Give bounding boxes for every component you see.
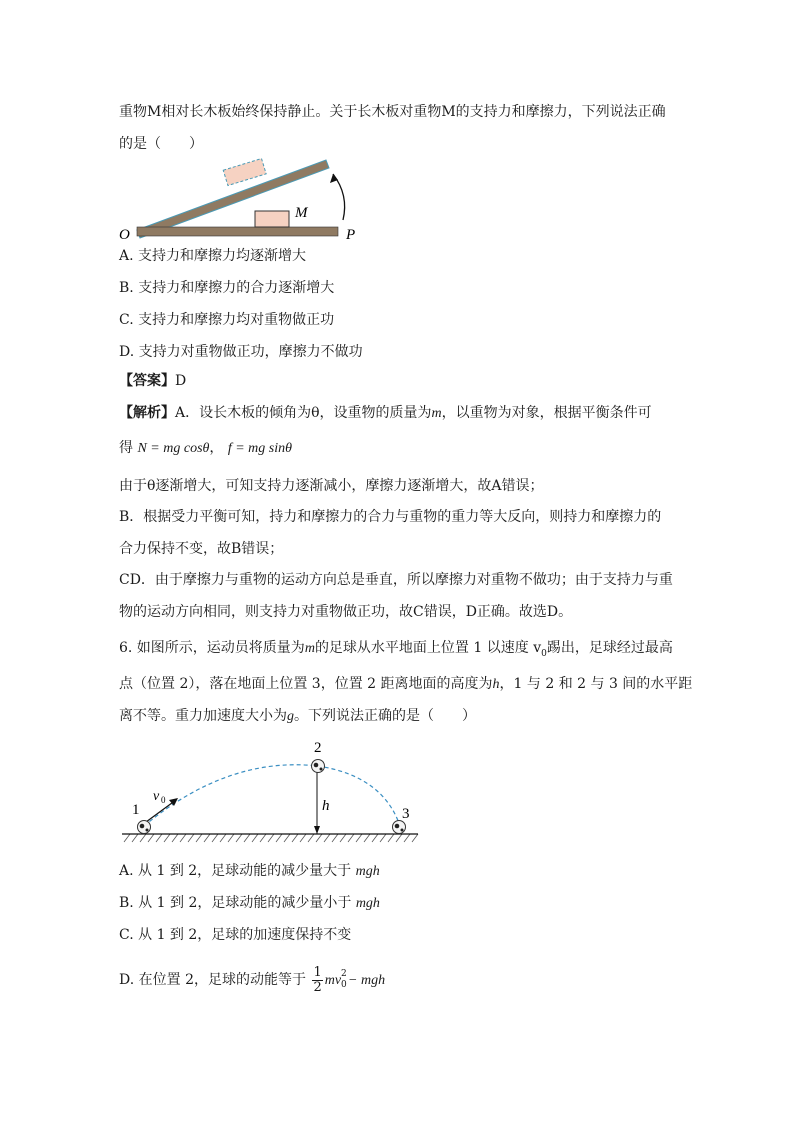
q6-line1-sub: 0 [541,648,547,659]
ball-position-1 [138,821,151,834]
analysis-a2-text: 得 [119,440,133,456]
formula-n: N = mg cosθ [137,441,210,456]
q6-option-a-mgh: mgh [355,864,380,879]
q6-line2-a: 点（位置 2），落在地面上位置 3，位置 2 距离地面的高度为 [119,676,493,692]
q6-line3-g: g [287,709,294,724]
q5-analysis-a2 [119,438,292,459]
q5-analysis-b2: 合力保持不变，故B错误； [119,541,284,557]
label-pos3: 3 [402,806,410,822]
label-h: h [322,798,330,814]
q6-option-b-text: B. 从 1 到 2，足球动能的减少量小于 [119,895,352,911]
label-o: O [119,227,130,243]
formula-end: − mgh [348,973,386,988]
q6-option-d [119,962,385,998]
label-pos1: 1 [132,802,140,818]
supsub [341,970,348,990]
q6-line1-a: 6. 如图所示，运动员将质量为 [119,640,305,656]
analysis-a1-end: ，以重物为对象，根据平衡条件可 [441,405,652,421]
q5-option-a: A. 支持力和摩擦力均逐渐增大 [119,248,307,264]
formula-sep: ， [209,440,224,456]
analysis-a1-text: A．设长木板的倾角为θ，设重物的质量为 [175,405,432,421]
q5-option-d: D. 支持力对重物做正功，摩擦力不做功 [119,344,363,360]
fraction-num: 1 [313,964,322,980]
q5-answer [119,371,186,391]
q5-analysis-a1 [119,403,652,424]
q5-option-c: C. 支持力和摩擦力均对重物做正功 [119,312,335,328]
fraction-den: 2 [313,979,322,995]
q6-option-a-text: A. 从 1 到 2，足球动能的减少量大于 [119,863,352,879]
q5-option-b: B. 支持力和摩擦力的合力逐渐增大 [119,280,335,296]
q6-option-d-text: D. 在位置 2，足球的动能等于 [119,972,306,988]
label-p: P [346,227,356,243]
answer-value: D [175,373,187,389]
q6-line2-h: h [492,677,500,692]
q5-analysis-cd1: CD．由于摩擦力与重物的运动方向总是垂直，所以摩擦力对重物不做功；由于支持力与重 [119,572,673,588]
ball-position-2 [312,760,325,773]
formula-mv: mv [324,973,342,988]
q5-analysis-a3: 由于θ逐渐增大，可知支持力逐渐减小，摩擦力逐渐增大，故A错误； [119,478,544,494]
q6-line3 [119,706,476,727]
q5-stem-line1: 重物M相对长木板始终保持静止。关于长木板对重物M的支持力和摩擦力，下列说法正确 [119,104,666,120]
q6-line1 [119,638,673,664]
height-arrowhead-icon [314,826,320,834]
formula-sub: 0 [341,980,347,990]
label-pos2: 2 [314,740,322,756]
q6-option-b-mgh: mgh [355,896,380,911]
fraction-half [312,966,322,995]
q6-line2 [119,674,692,695]
q6-line1-m: m [304,641,315,656]
label-v-sub: 0 [161,795,166,805]
label-v: v [153,789,160,804]
block-m [255,211,289,227]
trajectory-path [144,765,400,826]
ground-hatch [124,834,418,842]
q6-option-b [119,893,380,914]
ball-position-3 [393,821,406,834]
q5-analysis-cd2: 物的运动方向相同，则支持力对重物做正功，故C错误，D正确。故选D。 [119,604,573,620]
q6-line2-b: ，1 与 2 和 2 与 3 间的水平距 [499,676,693,692]
projectile-figure [118,736,423,848]
answer-tag: 【答案】 [119,373,175,389]
analysis-tag: 【解析】 [119,405,175,421]
formula-f: f = mg sinθ [227,441,293,456]
q5-analysis-b1: B．根据受力平衡可知，持力和摩擦力的合力与重物的重力等大反向，则持力和摩擦力的 [119,509,662,525]
formula-sup: 2 [341,969,347,979]
q5-stem-line2: 的是（ ） [119,136,203,152]
ghost-block [223,159,266,186]
analysis-a1-var: m [431,406,442,421]
q6-line1-b: 的足球从水平地面上位置 1 以速度 v [314,640,542,656]
q6-line1-c: 踢出，足球经过最高 [546,640,673,656]
q6-option-a [119,861,380,882]
horizontal-board [137,227,338,236]
q6-option-c: C. 从 1 到 2，足球的加速度保持不变 [119,927,352,943]
incline-figure [115,150,375,245]
label-m: M [295,205,308,221]
q6-line3-a: 离不等。重力加速度大小为 [119,708,287,724]
q6-line3-b: 。下列说法正确的是（ ） [294,708,476,724]
